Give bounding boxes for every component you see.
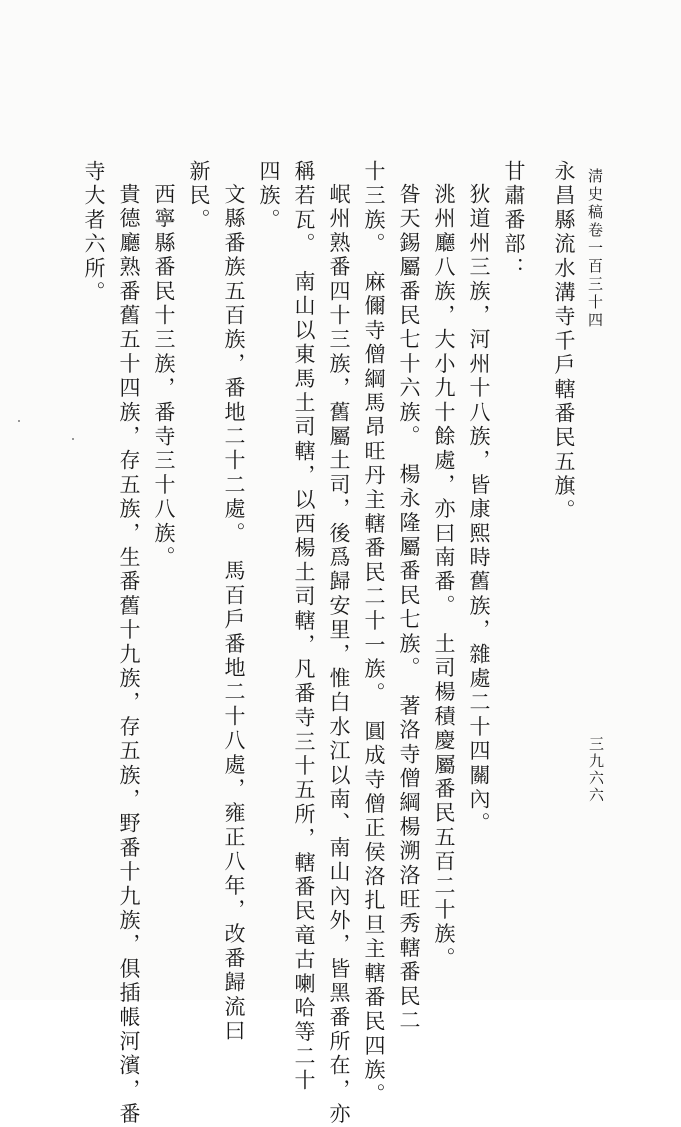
text-line: 永昌縣流水溝寺千戶轄番民五旗。 xyxy=(552,160,576,523)
text-line: 十三族。 麻儞寺僧綱馬昂旺丹主轄番民二十一族。 圓成寺僧正侯洛扎旦主轄番民四族。 xyxy=(362,160,386,1107)
running-title: 淸史稿卷一百三十四 xyxy=(586,168,604,330)
text-line: 文縣番族五百族，番地二十二處。 馬百戶番地二十八處，雍正八年，改番歸流曰 xyxy=(222,183,246,1044)
text-line: 四族。 xyxy=(257,160,281,233)
text-line: 稱若瓦。 南山以東馬土司轄，以西楊土司轄，凡番寺三十五所，轄番民竜古喇哈等二十 xyxy=(292,160,316,1094)
scan-speck xyxy=(18,420,20,422)
text-line: 岷州熟番四十三族，舊屬土司，後爲歸安里，惟白水江以南、南山內外，皆黑番所在，亦 xyxy=(327,183,351,1127)
text-line: 洮州廳八族，大小九十餘處，亦曰南番。 土司楊積慶屬番民五百二十族。 xyxy=(432,183,456,972)
text-line: 西寧縣番民十三族，番寺三十八族。 xyxy=(152,183,176,571)
text-line: 新民。 xyxy=(187,160,211,233)
text-line: 狄道州三族，河州十八族，皆康熙時舊族，雜處二十四關內。 xyxy=(467,183,491,837)
text-line: 寺大者六所。 xyxy=(82,160,106,306)
page-number: 三九六六 xyxy=(587,736,605,804)
section-heading: 甘肅番部： xyxy=(502,160,526,281)
scan-speck xyxy=(72,438,74,440)
text-line: 昝天錫屬番民七十六族。 楊永隆屬番民七族。 著洛寺僧綱楊溯洛旺秀轄番民二 xyxy=(397,183,421,1034)
text-line: 貴德廳熟番舊五十四族，存五族，生番舊十九族，存五族，野番十九族，俱插帳河濱，番 xyxy=(117,183,141,1127)
